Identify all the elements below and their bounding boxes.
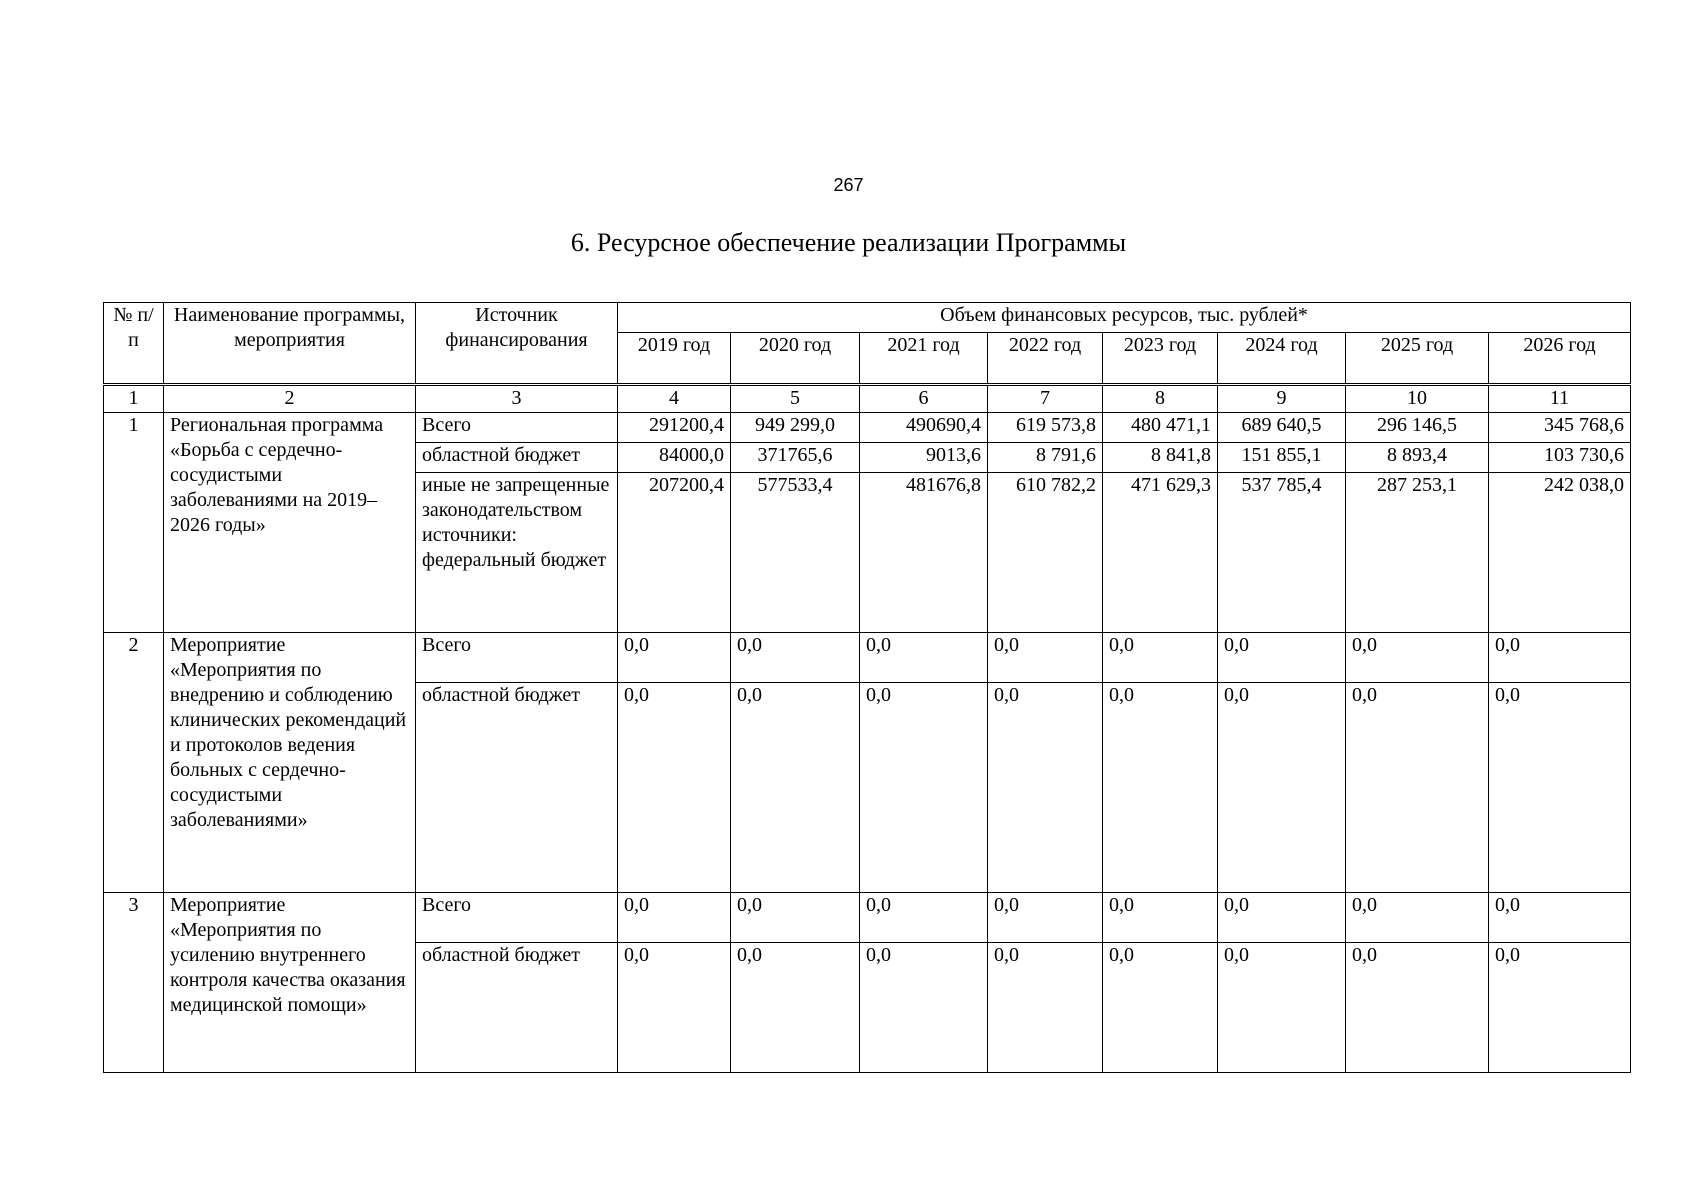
column-number: 5 bbox=[731, 385, 860, 413]
value-cell: 0,0 bbox=[1103, 893, 1218, 943]
value-cell: 0,0 bbox=[1103, 633, 1218, 683]
value-cell: 0,0 bbox=[1218, 683, 1346, 893]
value-cell: 9013,6 bbox=[860, 443, 988, 473]
column-number: 1 bbox=[104, 385, 164, 413]
value-cell: 287 253,1 bbox=[1346, 473, 1489, 633]
page-number: 267 bbox=[833, 175, 864, 195]
funding-source: Всего bbox=[416, 893, 618, 943]
value-cell: 345 768,6 bbox=[1489, 413, 1631, 443]
value-cell: 0,0 bbox=[1218, 633, 1346, 683]
header-row bbox=[104, 303, 1631, 333]
funding-source: областной бюджет bbox=[416, 443, 618, 473]
value-cell: 490690,4 bbox=[860, 413, 988, 443]
value-cell: 0,0 bbox=[860, 683, 988, 893]
value-cell: 0,0 bbox=[988, 683, 1103, 893]
value-cell: 0,0 bbox=[1218, 893, 1346, 943]
column-number: 7 bbox=[988, 385, 1103, 413]
column-number: 8 bbox=[1103, 385, 1218, 413]
row-number: 1 bbox=[104, 413, 164, 633]
value-cell: 0,0 bbox=[618, 943, 731, 1073]
header-year: 2020 год bbox=[731, 333, 860, 385]
value-cell: 619 573,8 bbox=[988, 413, 1103, 443]
value-cell: 0,0 bbox=[988, 943, 1103, 1073]
value-cell: 0,0 bbox=[1346, 893, 1489, 943]
value-cell: 103 730,6 bbox=[1489, 443, 1631, 473]
table-row bbox=[104, 893, 1631, 943]
value-cell: 0,0 bbox=[860, 943, 988, 1073]
value-cell: 0,0 bbox=[1489, 683, 1631, 893]
value-cell: 480 471,1 bbox=[1103, 413, 1218, 443]
value-cell: 371765,6 bbox=[731, 443, 860, 473]
header-year: 2019 год bbox=[618, 333, 731, 385]
header-year: 2026 год bbox=[1489, 333, 1631, 385]
column-number: 9 bbox=[1218, 385, 1346, 413]
header-year: 2022 год bbox=[988, 333, 1103, 385]
column-number: 4 bbox=[618, 385, 731, 413]
value-cell: 0,0 bbox=[1489, 893, 1631, 943]
header-volume: Объем финансовых ресурсов, тыс. рублей* bbox=[618, 303, 1631, 333]
column-numbers-row bbox=[104, 385, 1631, 413]
column-number: 3 bbox=[416, 385, 618, 413]
value-cell: 0,0 bbox=[731, 943, 860, 1073]
value-cell: 0,0 bbox=[1103, 943, 1218, 1073]
header-year: 2024 год bbox=[1218, 333, 1346, 385]
header-year: 2025 год bbox=[1346, 333, 1489, 385]
page-title: 6. Ресурсное обеспечение реализации Программы bbox=[570, 228, 1127, 257]
value-cell: 8 893,4 bbox=[1346, 443, 1489, 473]
value-cell: 0,0 bbox=[731, 683, 860, 893]
value-cell: 0,0 bbox=[1218, 943, 1346, 1073]
value-cell: 8 791,6 bbox=[988, 443, 1103, 473]
value-cell: 0,0 bbox=[731, 893, 860, 943]
table-row bbox=[104, 413, 1631, 443]
value-cell: 0,0 bbox=[1346, 683, 1489, 893]
value-cell: 0,0 bbox=[1489, 633, 1631, 683]
program-name: Региональная программа «Борьба с сердечно-сосудистыми заболеваниями на 2019–2026 годы» bbox=[164, 413, 416, 633]
column-number: 10 bbox=[1346, 385, 1489, 413]
value-cell: 8 841,8 bbox=[1103, 443, 1218, 473]
value-cell: 0,0 bbox=[618, 893, 731, 943]
value-cell: 577533,4 bbox=[731, 473, 860, 633]
value-cell: 0,0 bbox=[1489, 943, 1631, 1073]
column-number: 11 bbox=[1489, 385, 1631, 413]
value-cell: 0,0 bbox=[731, 633, 860, 683]
value-cell: 0,0 bbox=[1346, 633, 1489, 683]
value-cell: 296 146,5 bbox=[1346, 413, 1489, 443]
value-cell: 0,0 bbox=[1103, 683, 1218, 893]
value-cell: 207200,4 bbox=[618, 473, 731, 633]
funding-source: Всего bbox=[416, 413, 618, 443]
header-no: № п/п bbox=[104, 303, 164, 385]
value-cell: 471 629,3 bbox=[1103, 473, 1218, 633]
value-cell: 0,0 bbox=[860, 893, 988, 943]
column-number: 6 bbox=[860, 385, 988, 413]
value-cell: 0,0 bbox=[1346, 943, 1489, 1073]
value-cell: 0,0 bbox=[618, 633, 731, 683]
value-cell: 291200,4 bbox=[618, 413, 731, 443]
value-cell: 0,0 bbox=[618, 683, 731, 893]
row-number: 3 bbox=[104, 893, 164, 1073]
table-row bbox=[104, 633, 1631, 683]
value-cell: 151 855,1 bbox=[1218, 443, 1346, 473]
funding-source: областной бюджет bbox=[416, 683, 618, 893]
value-cell: 0,0 bbox=[988, 893, 1103, 943]
value-cell: 949 299,0 bbox=[731, 413, 860, 443]
value-cell: 84000,0 bbox=[618, 443, 731, 473]
value-cell: 689 640,5 bbox=[1218, 413, 1346, 443]
value-cell: 0,0 bbox=[988, 633, 1103, 683]
column-number: 2 bbox=[164, 385, 416, 413]
header-year: 2023 год bbox=[1103, 333, 1218, 385]
row-number: 2 bbox=[104, 633, 164, 893]
funding-source: Всего bbox=[416, 633, 618, 683]
header-year: 2021 год bbox=[860, 333, 988, 385]
program-name: Мероприятие «Мероприятия по усилению внутреннего контроля качества оказания медицинской помощи» bbox=[164, 893, 416, 1073]
resource-table bbox=[103, 302, 1631, 1073]
program-name: Мероприятие «Мероприятия по внедрению и соблюдению клинических рекомендаций и протоколов ведения больных с сердечно-сосудистыми заболеваниями» bbox=[164, 633, 416, 893]
value-cell: 610 782,2 bbox=[988, 473, 1103, 633]
header-source: Источник финансирования bbox=[416, 303, 618, 385]
value-cell: 481676,8 bbox=[860, 473, 988, 633]
value-cell: 537 785,4 bbox=[1218, 473, 1346, 633]
funding-source: иные не запрещенные законодательством источники: федеральный бюджет bbox=[416, 473, 618, 633]
value-cell: 242 038,0 bbox=[1489, 473, 1631, 633]
header-name: Наименование программы, мероприятия bbox=[164, 303, 416, 385]
value-cell: 0,0 bbox=[860, 633, 988, 683]
funding-source: областной бюджет bbox=[416, 943, 618, 1073]
